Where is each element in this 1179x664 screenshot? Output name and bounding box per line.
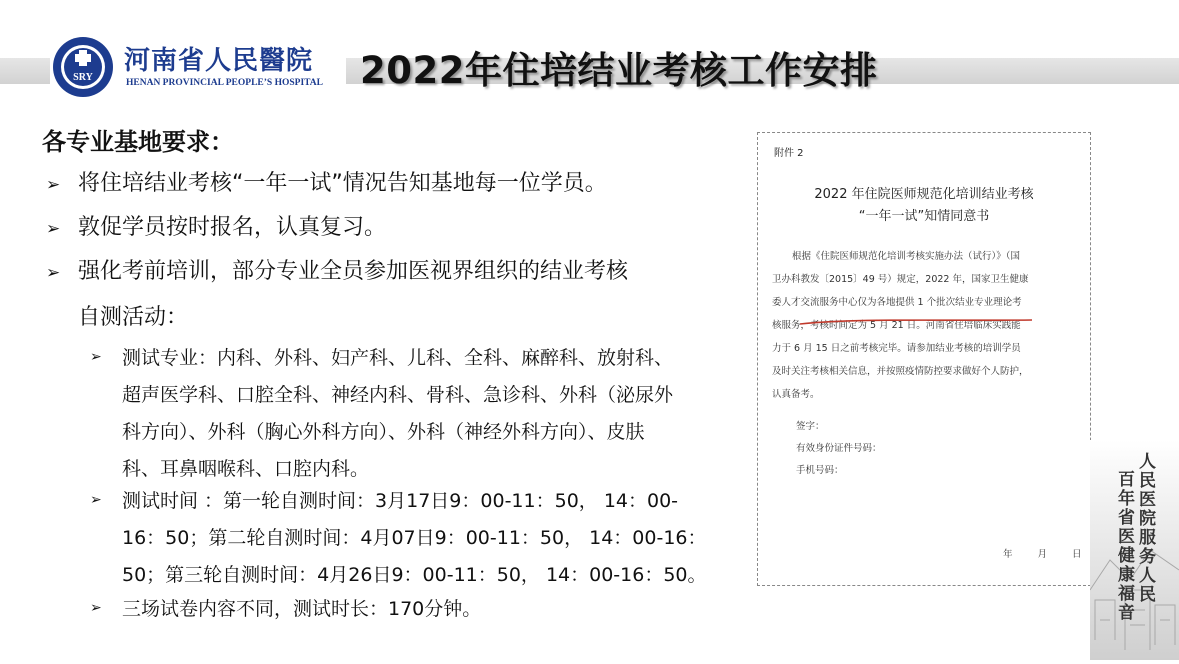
bullet-arrow-icon: ➢ xyxy=(46,175,61,195)
hospital-name-en: HENAN PROVINCIAL PEOPLE’S HOSPITAL xyxy=(126,78,323,88)
text-line: 三场试卷内容不同，测试时长：170分钟。 xyxy=(122,598,482,620)
sub-arrow-icon: ➢ xyxy=(90,349,102,365)
bullet-item: 强化考前培训，部分专业全员参加医视界组织的结业考核 xyxy=(78,259,629,284)
form-title-line: 2022 年住院医师规范化培训结业考核 xyxy=(814,187,1034,202)
sub-arrow-icon: ➢ xyxy=(90,600,102,616)
text-line: 50；第三轮自测时间：4月26日9：00-11：50， 14：00-16：50。 xyxy=(122,564,707,586)
date-label: 年 月 日 xyxy=(1003,549,1082,560)
test-schedule xyxy=(122,483,722,594)
text-line: 测试时间 ：第一轮自测时间：3月17日9：00-11：50， 14：00- xyxy=(122,490,679,512)
form-title-line: “一年一试”知情同意书 xyxy=(858,209,990,224)
test-subjects xyxy=(122,340,722,488)
form-body-line: 及时关注考核相关信息，并按照疫情防控要求做好个人防护， xyxy=(772,366,1029,377)
form-body-line: 卫办科教发〔2015〕49 号）规定，2022 年，国家卫生健康 xyxy=(772,274,1029,285)
bullet-item: 将住培结业考核“一年一试”情况告知基地每一位学员。 xyxy=(78,171,607,196)
slogan-column: 百年省医健康福音 xyxy=(1114,470,1134,622)
sub-arrow-icon: ➢ xyxy=(90,492,102,508)
bullet-arrow-icon: ➢ xyxy=(46,263,61,283)
bullet-item-continued: 自测活动： xyxy=(78,305,189,330)
section-heading: 各专业基地要求： xyxy=(42,128,234,156)
test-duration xyxy=(122,591,722,628)
bullet-arrow-icon: ➢ xyxy=(46,219,61,239)
form-body-line: 力于 6 月 15 日之前考核完毕。请参加结业考核的培训学员 xyxy=(772,343,1021,354)
emblem-text: SRY xyxy=(73,72,93,83)
consent-form-image xyxy=(757,132,1091,586)
text-line: 科、耳鼻咽喉科、口腔内科。 xyxy=(122,458,370,480)
slogan-column: 人民医院服务人民 xyxy=(1135,452,1155,604)
id-number-label: 有效身份证件号码： xyxy=(796,443,882,454)
phone-label: 手机号码： xyxy=(796,465,844,476)
signature-label: 签字： xyxy=(796,421,825,432)
hospital-name-cn: 河南省人民醫院 xyxy=(124,46,314,76)
form-body-line: 认真备考。 xyxy=(772,389,820,400)
text-line: 超声医学科、口腔全科、神经内科、骨科、急诊科、外科（泌尿外 xyxy=(122,384,674,406)
form-body-line: 根据《住院医师规范化培训考核实施办法（试行）》（国 xyxy=(792,251,1021,262)
page-title: 2022年住培结业考核工作安排 xyxy=(360,49,878,92)
bullet-item: 敦促学员按时报名，认真复习。 xyxy=(78,215,387,240)
text-line: 16：50；第二轮自测时间：4月07日9：00-11：50， 14：00-16： xyxy=(122,527,707,549)
text-line: 科方向）、外科（胸心外科方向）、外科（神经外科方向）、皮肤 xyxy=(122,421,645,443)
text-line: 测试专业：内科、外科、妇产科、儿科、全科、麻醉科、放射科、 xyxy=(122,347,674,369)
hospital-logo xyxy=(50,34,346,104)
red-underline-annotation xyxy=(798,315,1034,329)
form-body-line: 委人才交流服务中心仅为各地提供 1 个批次结业专业理论考 xyxy=(772,297,1022,308)
hospital-emblem-icon xyxy=(52,36,114,98)
attachment-label: 附件 2 xyxy=(774,148,804,159)
form-body-line: 核服务，考核时间定为 5 月 21 日。河南省住培临床实践能 xyxy=(772,320,1021,331)
